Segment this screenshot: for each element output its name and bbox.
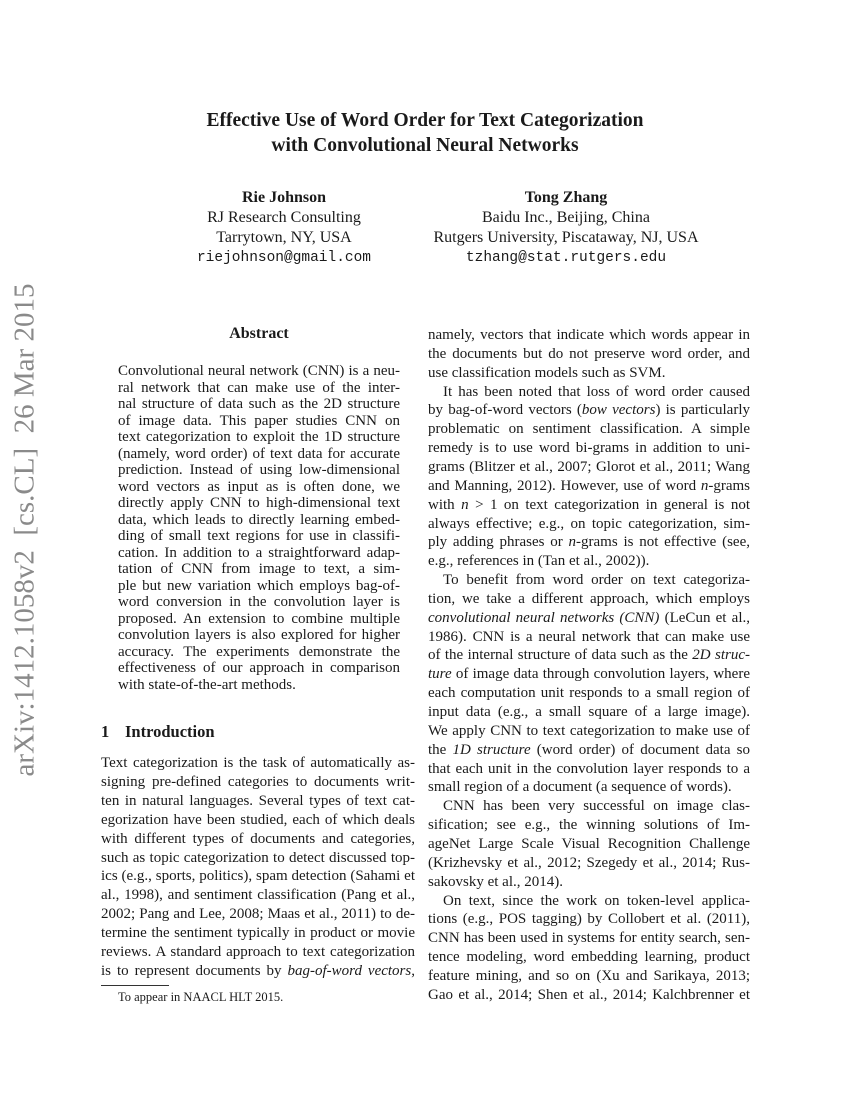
text-segment: (LeCun et al., [659,609,750,626]
text-line [428,967,750,985]
text-line [118,676,400,694]
text-segment: ding of small text regions for use in classifi- [118,528,400,544]
text-segment: -grams [708,477,750,494]
text-segment: the [428,741,453,758]
text-segment: each computation unit responds to a small region of [428,685,750,702]
emphasis-text: bow vectors [581,402,656,419]
text-line [118,494,400,512]
text-line [428,741,750,759]
emphasis-text: convolutional neural networks (CNN) [428,609,660,626]
text-line [428,364,750,382]
text-line [428,533,750,551]
emphasis-text: ture [428,666,452,683]
text-line [428,628,750,646]
text-line [118,643,400,661]
text-segment: data, which leads to directly learning embed- [118,511,400,528]
text-line [428,326,750,344]
text-line [101,830,415,848]
text-line [118,461,400,479]
text-segment: , [411,962,415,979]
text-segment: prediction. Instead of using low-dimensional [118,462,400,478]
text-line [118,478,400,496]
text-segment: (word order) of document data so [530,741,751,758]
text-segment: text categorization to exploit the 1D structure [118,429,400,445]
text-line [443,797,750,815]
emphasis-text: 1D structure [452,741,531,758]
text-line [118,445,400,463]
text-segment: 1986). CNN is a neural network that can make use [428,628,750,645]
text-line [428,929,750,947]
text-segment: ics (e.g., sports, politics), spam detection (Sahami et [101,868,415,885]
text-line [428,684,750,702]
text-line [101,773,415,791]
author-name: Rie Johnson [241,189,327,206]
emphasis-text: n [700,477,709,494]
text-segment: Convolutional neural network (CNN) is a neu- [118,363,400,379]
text-segment: -grams is not effective (see, [576,534,750,551]
text-segment: tions (e.g., POS tagging) by Collobert et al. (2011), [428,911,750,928]
section-title: Introduction [125,722,215,741]
text-segment: (Krizhevsky et al., 2012; Szegedy et al., 2014; Rus- [428,854,750,871]
arxiv-stamp: arXiv:1412.1058v2 [cs.CL] 26 Mar 2015 [8,283,41,777]
paper-title [0,108,850,158]
emphasis-text: bag-of-word vectors [287,962,412,979]
text-segment: tation of CNN from image to text, a sim- [118,561,400,577]
text-segment: convolution layers is also explored for higher [118,627,400,643]
text-segment: with state-of-the-art methods. [118,676,296,693]
emphasis-text: 2D struc- [692,647,751,664]
text-line [428,948,750,966]
text-segment: problematic on sentiment classification. A simple [428,421,750,438]
text-segment: sification; see e.g., the winning solutions of Im- [428,817,750,834]
text-segment: by bag-of-word vectors ( [428,402,582,419]
text-segment: and Manning, 2012). However, use of word [428,477,701,494]
text-segment: the documents but do not preserve word order, and [428,345,750,362]
emphasis-text: n [568,534,577,551]
text-line [428,910,750,928]
text-segment: signing pre-defined categories to documents writ- [101,773,415,790]
text-line [428,760,750,778]
text-segment: input data (e.g., a small square of a large image). [428,704,750,720]
text-line [118,527,400,545]
text-segment: of image data through convolution layers, where [451,666,750,683]
text-line [118,577,400,595]
text-segment: We apply CNN to text categorization to make use of [428,722,750,739]
text-segment: that each unit in the convolution layer responds to a [428,760,750,777]
text-line [118,610,400,628]
text-line [428,835,750,853]
text-segment: 2002; Pang and Lee, 2008; Maas et al., 2011) to de- [101,906,415,923]
text-line [118,362,400,380]
section-number: 1 [101,722,110,741]
text-segment: small region of a document (a sequence of words). [428,779,732,796]
text-line [101,849,415,867]
author-email[interactable]: tzhang@stat.rutgers.edu [465,250,667,266]
text-segment: remedy is to use word bi-grams in addition to uni- [428,440,750,457]
text-segment: ple but new variation which employs bag-of- [118,577,400,594]
text-segment: ageNet Large Scale Visual Recognition Challenge [428,835,750,852]
text-segment: tence modeling, word embedding learning, product [428,949,750,966]
text-line [118,659,400,677]
text-segment: feature mining, and so on (Xu and Sarikaya, 2013; [428,967,750,984]
text-segment: termine the sentiment typically in product or movie [101,925,415,942]
text-line [118,412,400,430]
abstract-heading: Abstract [229,325,289,342]
text-segment: such as topic categorization to detect discussed top- [101,849,415,866]
text-line [118,395,400,413]
text-segment: is to represent documents by [101,962,288,979]
text-line [428,986,750,1004]
text-line [101,754,415,772]
text-line [428,854,750,872]
text-segment: tion, we take a different approach, which employs [428,590,750,607]
text-segment: e.g., references in (Tan et al., 2002)). [428,553,650,570]
text-segment: with [428,496,462,513]
text-line [118,544,400,562]
text-line [443,383,750,401]
text-segment: CNN has been used in systems for entity search, sen- [428,930,750,947]
author-affiliation: Rutgers University, Piscataway, NJ, USA [433,229,699,246]
text-segment: nal structure of data such as the 2D structure [118,396,400,412]
text-segment: sakovsky et al., 2014). [428,873,563,890]
text-segment: reviews. A standard approach to text categorization [101,944,415,960]
author-affiliation: Baidu Inc., Beijing, China [482,209,650,226]
text-line [118,560,400,578]
emphasis-text: n [461,496,469,513]
text-line [443,892,750,910]
text-line [428,722,750,740]
text-line [101,962,415,980]
text-segment: Gao et al., 2014; Shen et al., 2014; Kalchbrenner et [428,986,750,1003]
author-block [119,188,449,268]
text-segment: al., 1998), and sentiment classification (Pang et al., [101,887,415,904]
text-line [428,646,750,664]
text-line [118,428,400,446]
text-segment: > 1 on text categorization in general is not [468,496,751,513]
text-segment: cation. In addition to a straightforward adap- [118,544,400,561]
title-line: with Convolutional Neural Networks [271,135,579,156]
text-line [428,515,750,533]
text-segment: proposed. An extension to combine multiple [118,610,400,627]
text-line [428,590,750,608]
text-line [428,873,750,891]
text-line [118,626,400,644]
text-line [428,552,750,570]
text-line [101,886,415,904]
text-line [428,665,750,683]
text-line [428,816,750,834]
text-segment: To benefit from word order on text categoriza- [443,572,750,589]
text-line [101,792,415,810]
title-line: Effective Use of Word Order for Text Categorization [206,110,644,131]
text-segment: word vectors as input as is often done, we [118,478,400,495]
text-line [428,420,750,438]
text-segment: word conversion in the convolution layer is [118,594,400,610]
section-heading-introduction [101,722,215,742]
text-segment: ) is particularly [655,402,750,419]
text-segment: CNN has been very successful on image clas- [443,798,750,815]
text-segment: with different types of documents and categories, [101,830,415,847]
text-line [443,571,750,589]
text-segment: (namely, word order) of text data for accurate [118,445,400,462]
author-block [401,188,731,268]
text-line [101,867,415,885]
text-line [428,458,750,476]
text-line [101,811,415,829]
text-segment: directly apply CNN to high-dimensional text [118,495,400,511]
author-affiliation: RJ Research Consulting [207,209,361,226]
text-segment: ral network that can make use of the inter- [118,379,400,396]
text-segment: of image data. This paper studies CNN on [118,412,400,429]
text-segment: ten in natural languages. Several types of text cat- [101,792,415,809]
footnote-rule [101,985,169,986]
text-line [118,511,400,529]
text-line [428,778,750,796]
text-segment: On text, since the work on token-level applica- [443,892,750,909]
text-segment: effectiveness of our approach in comparison [118,660,400,676]
author-email[interactable]: riejohnson@gmail.com [196,250,372,266]
text-segment: It has been noted that loss of word order caused [443,383,750,400]
text-line [101,943,415,961]
text-segment: accuracy. The experiments demonstrate the [118,643,400,660]
text-line [428,703,750,721]
text-segment: egorization have been studied, each of which deals [101,811,415,828]
text-segment: always effective; e.g., on topic categorization, sim- [428,515,750,532]
text-segment: grams (Blitzer et al., 2007; Glorot et al., 2011; Wang [428,458,750,475]
text-line [101,905,415,923]
text-line [428,439,750,457]
text-segment: Text categorization is the task of automatically as- [101,755,415,771]
text-line [118,593,400,611]
text-segment: use classification models such as SVM. [428,364,666,381]
author-name: Tong Zhang [524,189,608,206]
text-segment: namely, vectors that indicate which words appear in [428,327,750,343]
text-line [428,496,750,514]
author-affiliation: Tarrytown, NY, USA [216,229,352,246]
text-segment: ply adding phrases or [428,534,569,551]
text-line [428,401,750,419]
text-line [101,924,415,942]
text-line [428,609,750,627]
text-line [428,477,750,495]
text-segment: of the internal structure of data such as the [428,647,693,664]
text-line [428,345,750,363]
footnote: To appear in NAACL HLT 2015. [118,990,284,1004]
text-line [118,379,400,397]
